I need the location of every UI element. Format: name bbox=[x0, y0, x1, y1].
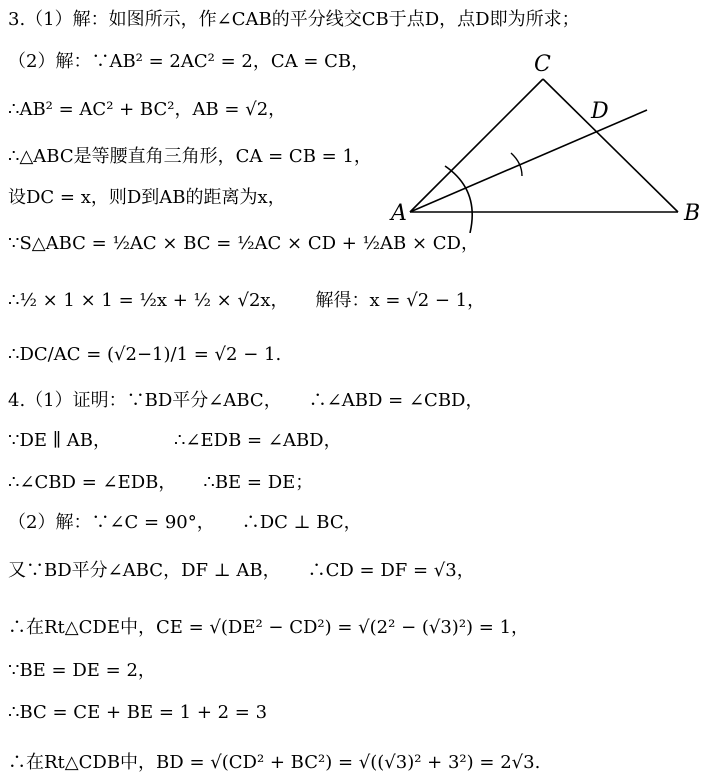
text-line: 又∵BD平分∠ABC，DF ⊥ AB， ∴CD = DF = √3， bbox=[8, 560, 475, 581]
label-a: A bbox=[391, 201, 407, 226]
bisector-line bbox=[410, 110, 647, 212]
text-line: ∵S△ABC = ½AC × BC = ½AC × CD + ½AB × CD， bbox=[8, 233, 479, 254]
text-line: ∴△ABC是等腰直角三角形，CA = CB = 1， bbox=[8, 146, 372, 167]
text-line: （2）解：∵∠C = 90°， ∴DC ⊥ BC， bbox=[8, 512, 362, 533]
text-line: 设DC = x，则D到AB的距离为x， bbox=[8, 187, 286, 208]
compass-arc bbox=[445, 166, 472, 233]
label-d: D bbox=[591, 99, 609, 124]
text-line: ∴在Rt△CDB中，BD = √(CD² + BC²) = √((√3)² + 3²) = 2√3. bbox=[8, 752, 541, 773]
text-line: ∴½ × 1 × 1 = ½x + ½ × √2x， 解得：x = √2 − 1， bbox=[8, 290, 486, 311]
text-line: ∴AB² = AC² + BC²，AB = √2， bbox=[8, 99, 287, 120]
text-line: ∵BE = DE = 2， bbox=[8, 660, 156, 681]
text-line: ∴在Rt△CDE中，CE = √(DE² − CD²) = √(2² − (√3)²) = 1， bbox=[8, 617, 530, 638]
text-line: 4.（1）证明：∵BD平分∠ABC， ∴∠ABD = ∠CBD， bbox=[8, 390, 484, 411]
text-line: 3.（1）解：如图所示，作∠CAB的平分线交CB于点D，点D即为所求； bbox=[8, 9, 580, 30]
segment-ac bbox=[410, 79, 543, 212]
text-line: ∴DC/AC = (√2−1)/1 = √2 − 1. bbox=[8, 344, 282, 365]
text-line: ∴∠CBD = ∠EDB， ∴BE = DE； bbox=[8, 472, 314, 493]
label-c: C bbox=[534, 52, 551, 77]
label-b: B bbox=[684, 201, 701, 226]
triangle-figure bbox=[385, 48, 708, 237]
text-line: （2）解：∵AB² = 2AC² = 2，CA = CB， bbox=[8, 51, 370, 72]
arc-mark bbox=[511, 153, 522, 176]
text-line: ∵DE ∥ AB， ∴∠EDB = ∠ABD， bbox=[8, 430, 342, 451]
text-line: ∴BC = CE + BE = 1 + 2 = 3 bbox=[8, 702, 268, 723]
